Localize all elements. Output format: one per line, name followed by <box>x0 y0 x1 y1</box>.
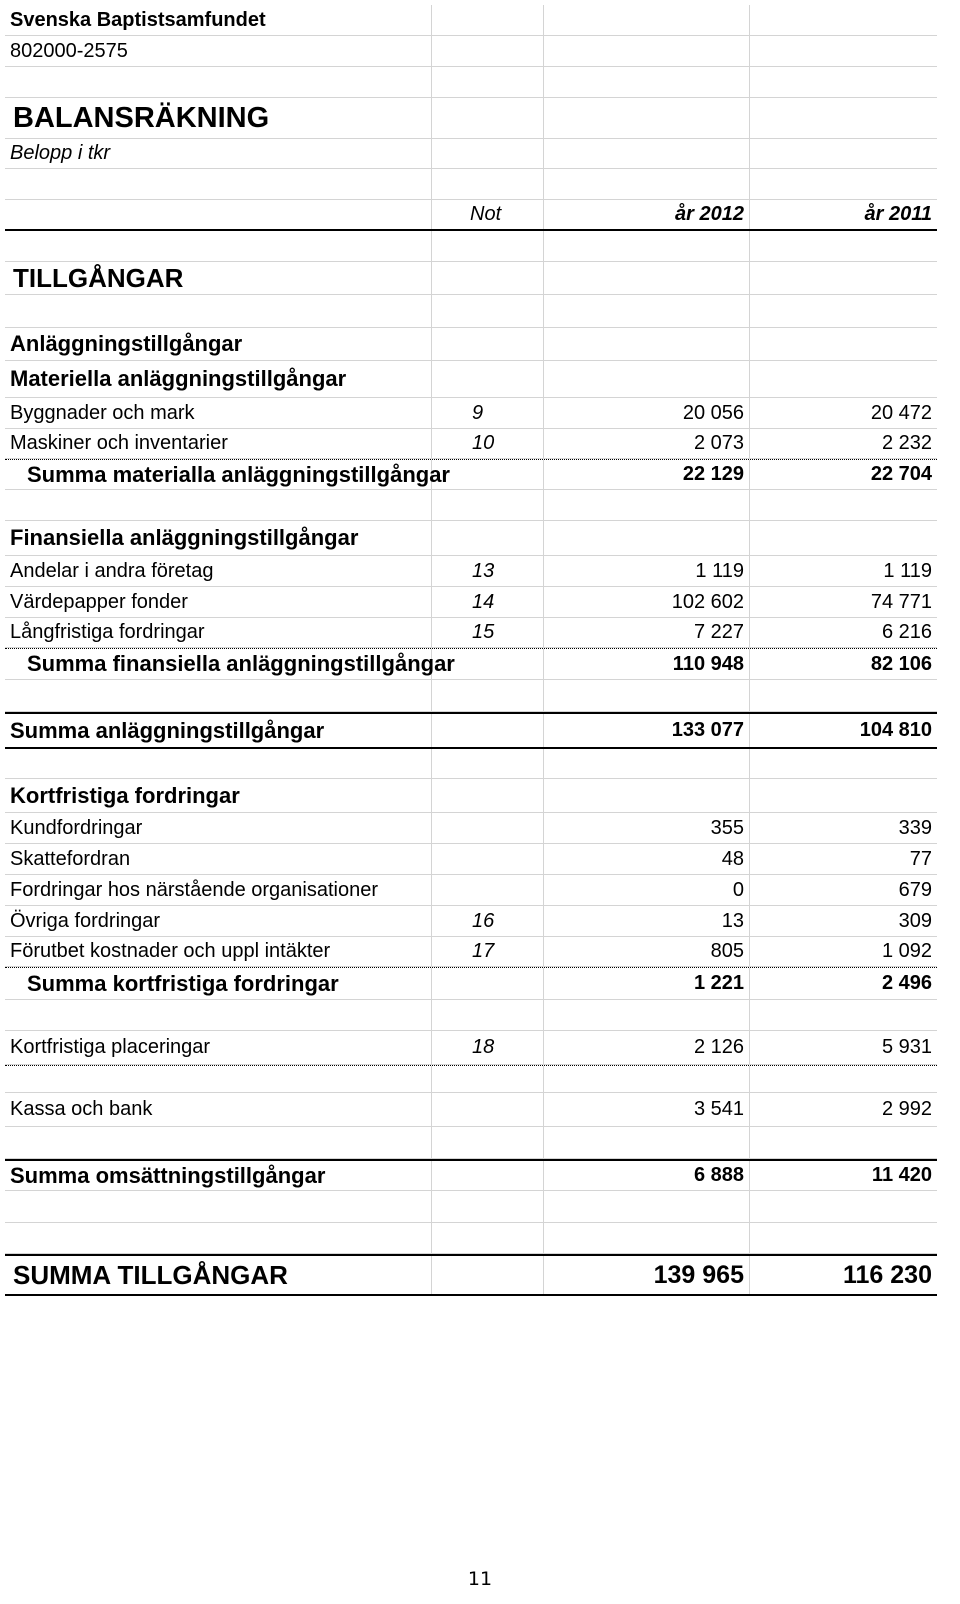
placements-row: Kortfristiga placeringar 18 2 126 5 931 <box>5 1031 937 1065</box>
assets-heading-row <box>5 262 937 295</box>
receivables-heading-row <box>5 779 937 813</box>
current-total-label: Summa omsättningstillgångar <box>5 1161 432 1190</box>
title-row <box>5 98 937 139</box>
table-row: Skattefordran 48 77 <box>5 844 937 875</box>
table-row: Maskiner och inventarier 10 2 073 2 232 <box>5 429 937 459</box>
table-row: Långfristiga fordringar 15 7 227 6 216 <box>5 618 937 648</box>
financial-total-label: Summa finansiella anläggningstillgångar <box>5 649 432 679</box>
table-row: Kundfordringar 355 339 <box>5 813 937 844</box>
fixed-assets-heading-row <box>5 328 937 361</box>
column-header-note: Not <box>432 200 544 229</box>
page-title: BALANSRÄKNING <box>5 98 432 138</box>
tangible-total-row: Summa materialla anläggningstillgångar 22 129 22 704 <box>5 459 937 490</box>
financial-total-row: Summa finansiella anläggningstillgångar 110 948 82 106 <box>5 648 937 680</box>
receivables-heading: Kortfristiga fordringar <box>5 779 432 812</box>
receivables-total-row: Summa kortfristiga fordringar 1 221 2 496 <box>5 967 937 1000</box>
grand-total-row: SUMMA TILLGÅNGAR 139 965 116 230 <box>5 1254 937 1296</box>
org-name-row <box>5 5 937 36</box>
current-total-row: Summa omsättningstillgångar 6 888 11 420 <box>5 1159 937 1191</box>
column-header-row <box>5 200 937 231</box>
grand-total-label: SUMMA TILLGÅNGAR <box>5 1256 432 1294</box>
page-number: 11 <box>467 1568 493 1590</box>
cash-row: Kassa och bank 3 541 2 992 <box>5 1093 937 1127</box>
table-row: Förutbet kostnader och uppl intäkter 17 805 1 092 <box>5 937 937 967</box>
column-header-2012: år 2012 <box>544 200 750 229</box>
org-number-row <box>5 36 937 67</box>
tangible-total-label: Summa materialla anläggningstillgångar <box>5 460 432 489</box>
table-row: Värdepapper fonder 14 102 602 74 771 <box>5 587 937 618</box>
tangible-heading-row <box>5 361 937 398</box>
fixed-assets-heading: Anläggningstillgångar <box>5 328 432 360</box>
table-row: Övriga fordringar 16 13 309 <box>5 906 937 937</box>
org-number: 802000-2575 <box>5 36 432 66</box>
receivables-total-label: Summa kortfristiga fordringar <box>5 968 432 999</box>
table-row: Fordringar hos närstående organisationer 0 679 <box>5 875 937 906</box>
fixed-total-row: Summa anläggningstillgångar 133 077 104 810 <box>5 712 937 749</box>
tangible-heading: Materiella anläggningstillgångar <box>5 361 432 397</box>
org-name: Svenska Baptistsamfundet <box>5 5 432 35</box>
assets-heading: TILLGÅNGAR <box>5 262 432 294</box>
table-row: Andelar i andra företag 13 1 119 1 119 <box>5 556 937 587</box>
subtitle: Belopp i tkr <box>5 139 432 168</box>
financial-heading: Finansiella anläggningstillgångar <box>5 521 432 555</box>
fixed-total-label: Summa anläggningstillgångar <box>5 714 432 747</box>
table-row: Byggnader och mark 9 20 056 20 472 <box>5 398 937 429</box>
column-header-2011: år 2011 <box>864 203 932 225</box>
balance-sheet <box>5 5 937 1296</box>
subtitle-row <box>5 139 937 169</box>
financial-heading-row <box>5 521 937 556</box>
